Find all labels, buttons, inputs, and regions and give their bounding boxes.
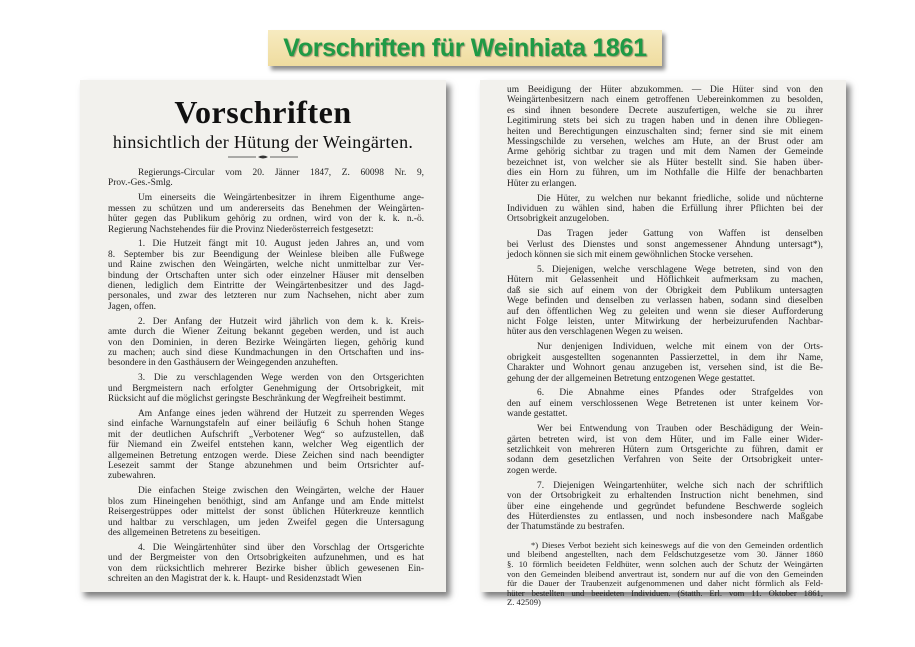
text-line: Messingschilde zu versehen, welches am Hute, an der Brust oder am xyxy=(507,137,823,148)
text-line: zubewahren. xyxy=(108,471,156,482)
text-line: Ortsobrigkeit anzugeloben. xyxy=(507,214,610,225)
paragraph xyxy=(507,194,823,225)
text-line: von dem rücksichtlich mehrerer Bezirke bisher üblich gewesenen Ein- xyxy=(108,563,424,574)
text-line: bindung der Ortschaften unter sich oder einzelner Häuser mit denselben xyxy=(108,270,424,281)
text-line: Jagen, offen. xyxy=(108,301,156,312)
text-line: Individuen zu wählen sind, haben die Erfüllung ihrer Pflichten bei der xyxy=(507,203,823,214)
paragraph xyxy=(507,229,823,260)
left-page-body xyxy=(108,168,424,589)
footnote-line: für die Dauer der Traubenzeit aufgenommenen und daher nicht förmlich als Feld- xyxy=(507,578,823,589)
text-line: und Raine zwischen den Weingärten, welche nicht unmittelbar zur Ver- xyxy=(108,260,424,271)
text-line: gehung der der allgemeinen Betretung entzogenen Wege gestattet. xyxy=(507,373,755,384)
text-line: blos zum Hineingehen benöthigt, sind am Anfange und am Ende mittelst xyxy=(108,496,424,507)
text-line: über eine eingehende und gegründet befundene Beschwerde sogleich xyxy=(507,501,823,512)
paragraph xyxy=(507,424,823,476)
paragraph xyxy=(507,342,823,384)
text-line: Weingärtenbesitzern nach einem getroffenen Uebereinkommen zu besolden, xyxy=(507,95,823,106)
banner xyxy=(268,30,662,66)
text-line: Hüter zu erlangen. xyxy=(507,178,577,189)
paragraph xyxy=(108,486,424,538)
text-line: amte durch die Wiener Zeitung bekannt gegeben werden, und ist auch xyxy=(108,327,424,338)
text-line: heiten und Berechtigungen einzuschalten sind; ferner sind sie mit einem xyxy=(507,126,823,137)
footnote xyxy=(507,541,823,608)
text-line: es sind ihnen besondere Decrete auszufertigen, welche sie zu ihrer xyxy=(507,105,823,116)
text-line: personales, und zwar des letzteren nur zum Nachsehen, nicht aber zum xyxy=(108,291,424,302)
text-line: Regierung Nachstehendes für die Provinz Niederösterreich festgesetzt: xyxy=(108,224,374,235)
text-line: Legitimirung stets bei sich zu tragen haben und in denen ihre Obliegen- xyxy=(507,116,823,127)
paragraph xyxy=(108,193,424,235)
paragraph xyxy=(507,388,823,419)
text-line: jedoch können sie sich mit einem gewöhnlichen Stocke versehen. xyxy=(507,250,754,261)
text-line: Die einfachen Steige zwischen den Weingärten, welche der Hauer xyxy=(138,486,424,497)
text-line: dies ein Horn zu führen, um im Nothfalle die Hilfe der benachbarten xyxy=(507,168,823,179)
text-line: Regierungs-Circular vom 20. Jänner 1847, Z. 60098 Nr. 9, xyxy=(138,168,424,178)
text-line: messen zu schützen und um andererseits das Benehmen der Weingärten- xyxy=(108,203,424,214)
text-line: Charakter und Wohnort genau anzugeben ist, versehen sind, ist die Be- xyxy=(507,363,823,374)
text-line: Das Tragen jeder Gattung von Waffen ist denselben xyxy=(537,229,823,240)
text-line: schreiten an den Magistrat der k. k. Haupt- und Residenzstadt Wien xyxy=(108,574,362,585)
text-line: 2. Der Anfang der Hutzeit wird jährlich von dem k. k. Kreis- xyxy=(138,316,424,327)
text-line: Wer bei Entwendung von Trauben oder Beschädigung der Wein- xyxy=(537,424,823,435)
ornament-divider xyxy=(228,155,298,159)
text-line: von der Ortsobrigkeit zu erhaltenden Instruction nicht benehmen, sind xyxy=(507,491,823,502)
text-line: der Thatumstände zu bestrafen. xyxy=(507,522,625,533)
text-line: sodann dem gesetzlichen Verfahren von Seite der Ortsobrigkeit unter- xyxy=(507,455,823,466)
footnote-line: von den Gemeinden bleibend anvertraut ist, sondern nur auf die von den Gemeinden xyxy=(507,568,823,579)
text-line: gärten betreten wird, ist von dem Hüter, und im Falle einer Wider- xyxy=(507,434,823,445)
text-line: mit der deutlichen Aufschrift „Verbotener Weg“ so aufzustellen, daß xyxy=(108,429,424,440)
text-line: Nur denjenigen Individuen, welche mit einem von der Orts- xyxy=(537,342,823,353)
text-line: allgemeinen Betretung entzogen werde. Diese Zeichen sind nach beendigter xyxy=(108,450,424,461)
text-line: sind einfache Warnungstafeln auf einer beiläufig 6 Schuh hohen Stange xyxy=(108,419,424,430)
text-line: Rücksicht auf die möglichst geringste Beschränkung der Wegfreiheit bestimmt. xyxy=(108,394,406,405)
paragraph xyxy=(108,409,424,482)
text-line: Hütern mit Gelassenheit und Höflichkeit aufmerksam zu machen, xyxy=(507,275,823,286)
text-line: des allgemeinen Betretens zu beseitigen. xyxy=(108,528,261,538)
text-line: zu machen; auch sind diese Kundmachungen in den Ortschaften und ins- xyxy=(108,348,424,358)
text-line: besondere in den Gasthäusern der Weingegenden anzuheften. xyxy=(108,358,338,369)
text-line: Um einerseits die Weingärtenbesitzer in ihrem Eigenthume ange- xyxy=(138,193,424,204)
text-line: um Beeidigung der Hüter abzukommen. — Die Hüter sind von den xyxy=(507,85,823,95)
text-line: wande gestattet. xyxy=(507,409,568,420)
text-line: Wege befinden und denselben zu verlassen haben, sodann sind dieselben xyxy=(507,296,823,307)
footnote-line: hüter bestellten und beeideten Individuen. (Statth. Erl. vom 11. Oktober 1861, xyxy=(507,587,823,598)
text-line: Reisergestrüppes oder mittelst der sonst üblichen Hüterkreuze kenntlich xyxy=(108,507,424,518)
text-line: 5. Diejenigen, welche verschlagene Wege betreten, sind von den xyxy=(537,265,823,275)
text-line: 6. Die Abnahme eines Pfandes oder Strafgeldes von xyxy=(537,388,823,399)
text-line: nicht Folge leisten, unter Mitwirkung der herbeizurufenden Nachbar- xyxy=(507,317,823,328)
text-line: Arme gehörig sichtbar zu tragen und mit dem Namen der Gemeinde xyxy=(507,147,823,158)
banner-title: Vorschriften für Weinhiata 1861 xyxy=(283,33,647,62)
text-line: Am Anfange eines jeden während der Hutzeit zu sperrenden Weges xyxy=(138,409,424,420)
text-line: und Bergmeistern nach erfolgter Genehmigung der Ortsobrigkeit, mit xyxy=(108,383,424,394)
text-line: den auf einem verschlossenen Wege Betretenen ist unter keinem Vor- xyxy=(507,398,823,409)
text-line: des Hüterdienstes zu entlassen, und noch insbesondere nach Maßgabe xyxy=(507,511,823,522)
text-line: 3. Die zu verschlagenden Wege werden von den Ortsgerichten xyxy=(138,373,424,384)
text-line: auf den öffentlichen Weg zu geleiten und wenn sie dieser Aufforderung xyxy=(507,306,823,317)
text-line: Die Hüter, zu welchen nur bekannt friedliche, solide und nüchterne xyxy=(537,193,823,204)
text-line: dienen, lediglich dem Eintritte der Weingärtenbesitzer und des Jagd- xyxy=(108,281,424,292)
text-line: setzlichkeit von mehreren Hütern zum Ortsgerichte zu führen, damit er xyxy=(507,445,823,455)
text-line: Lesezeit sammt der Stange abzunehmen und beim Ortsrichter auf- xyxy=(108,461,424,472)
text-line: Prov.-Ges.-Smlg. xyxy=(108,178,173,189)
paragraph xyxy=(108,168,424,189)
paragraph xyxy=(108,373,424,404)
paragraph xyxy=(108,239,424,312)
footnote-line: *) Dieses Verbot bezieht sich keineswegs auf die von den Gemeinden ordentlich xyxy=(531,539,823,550)
text-line: und der Bergmeister von den Ortsobrigkeiten aufzunehmen, und es hat xyxy=(108,553,424,564)
document-subtitle: hinsichtlich der Hütung der Weingärten. xyxy=(112,132,414,152)
text-line: hüter gegen das Publikum gehörig zu ordnen, wird von der k. k. n.-ö. xyxy=(108,214,424,225)
paragraph xyxy=(507,265,823,338)
footnote-line: §. 10 förmlich beeideten Feldhüter, wenn solchen auch der Schutz der Weingärten xyxy=(507,558,823,569)
footnote-line: und bleibend angestellten, nach dem Feldschutzgesetze vom 30. Jänner 1860 xyxy=(507,549,823,560)
text-line: von den Dominien, in deren Bezirke Weingärten liegen, gehörig kund xyxy=(108,337,424,348)
text-line: 4. Die Weingärtenhüter sind über den Vorschlag der Ortsgerichte xyxy=(138,542,424,553)
text-line: daß sie sich auf einem von der Obrigkeit dem Publikum untersagten xyxy=(507,285,823,296)
text-line: bei Verlust des Dienstes und sonst angemessener Ahndung untersagt*), xyxy=(507,239,823,250)
text-line: zogen werde. xyxy=(507,465,557,476)
paragraph xyxy=(507,481,823,533)
text-line: 7. Diejenigen Weingartenhüter, welche sich nach der schriftlich xyxy=(537,480,823,491)
document-title: Vorschriften xyxy=(174,94,352,130)
paragraph xyxy=(108,317,424,369)
right-page xyxy=(480,80,846,608)
text-line: bezeichnet ist, von welcher sie als Hüter bestellt sind. Sie haben über- xyxy=(507,157,823,168)
text-line: für Niemand ein Zweifel entstehen kann, welcher Weg eigentlich der xyxy=(108,440,424,451)
paragraph xyxy=(108,543,424,585)
footnote-line: Z. 42509) xyxy=(507,597,541,608)
right-page-body xyxy=(507,85,823,608)
text-line: 1. Die Hutzeit fängt mit 10. August jeden Jahres an, und vom xyxy=(138,239,424,250)
text-line: und haltbar zu verschlagen, um jeden Zweifel gegen die Untersagung xyxy=(108,517,424,528)
text-line: hüter aus den verschlagenen Wegen zu weisen. xyxy=(507,327,683,338)
left-page xyxy=(80,80,446,592)
text-line: 8. September bis zur Beendigung der Weinlese bleiben alle Fußwege xyxy=(108,249,424,260)
paragraph xyxy=(507,85,823,189)
text-line: obrigkeit ausgestellten sogenannten Passierzettel, in dem ihr Name, xyxy=(507,352,823,363)
